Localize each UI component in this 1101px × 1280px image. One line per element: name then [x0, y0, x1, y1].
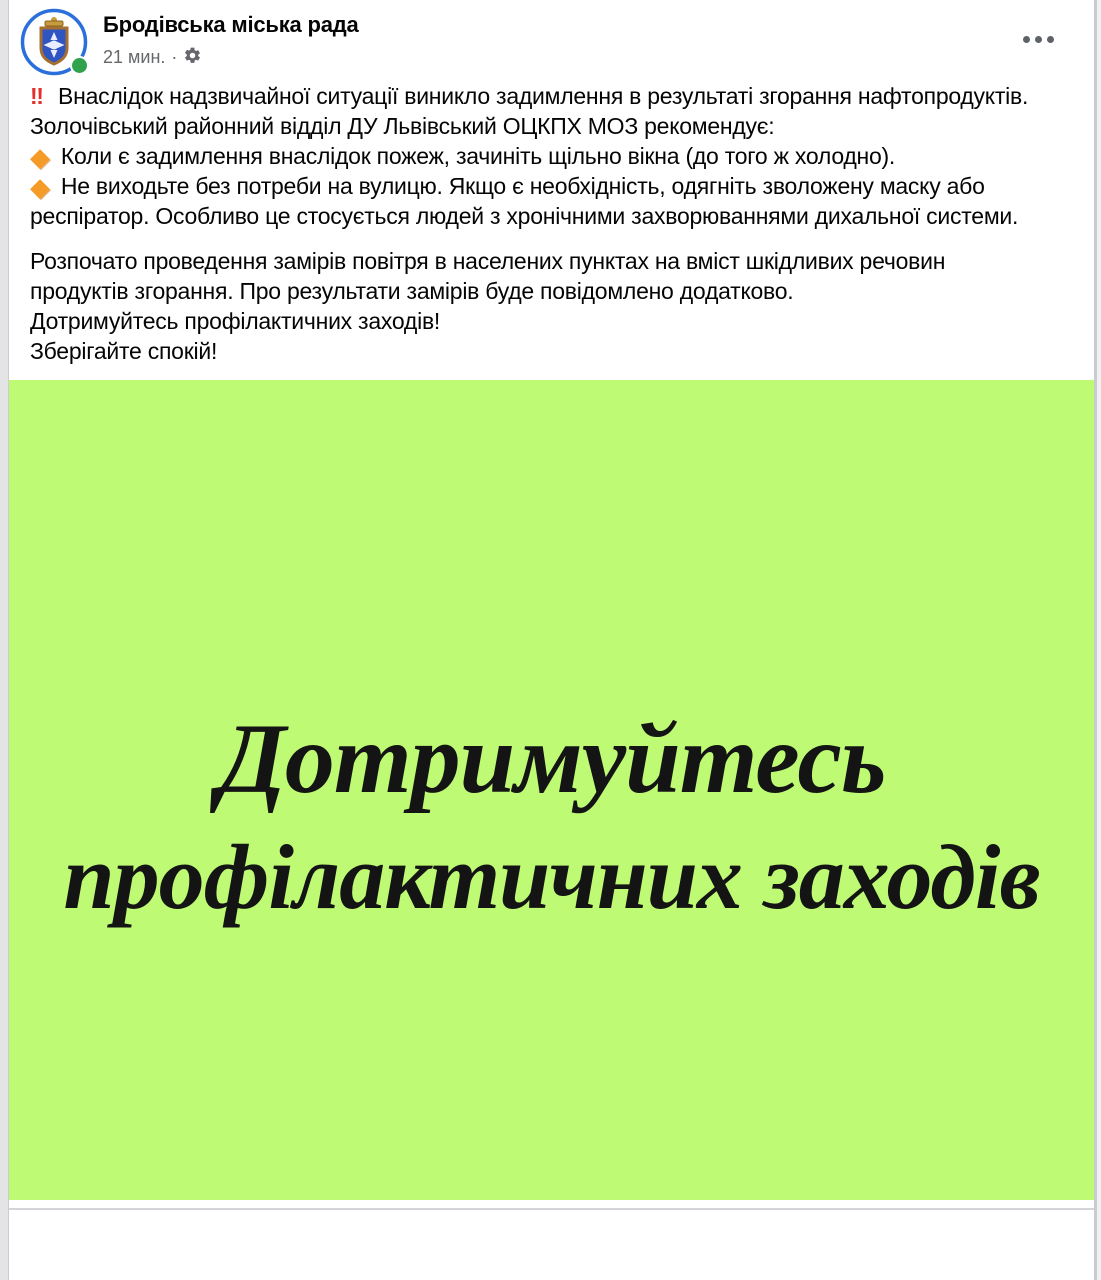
facebook-post-card: [9, 0, 1094, 1210]
post-line-text: Не виходьте без потреби на вулицю. Якщо є необхідність, одягніть зволожену маску або респіратор. Особливо це стосується людей з хронічними захворюваннями дихальної системи.: [30, 173, 1019, 229]
post-line-text: Коли є задимлення внаслідок пожеж, зачиніть щільно вікна (до того ж холодно).: [60, 143, 896, 169]
ellipsis-icon: [1035, 36, 1042, 43]
attached-image[interactable]: [9, 380, 1094, 1200]
post-text-line: [30, 171, 1035, 231]
image-caption-line2: профілактичних заходів: [63, 826, 1040, 928]
post-line-text: Золочівський районний відділ ДУ Львівський ОЦКПХ МОЗ рекомендує:: [30, 113, 775, 139]
post-line-text: Дотримуйтесь профілактичних заходів!: [30, 308, 441, 334]
post-text-line: [30, 81, 1035, 111]
post-text-line: [30, 111, 1035, 141]
header-info: [103, 8, 359, 70]
privacy-gear-icon[interactable]: [183, 46, 202, 70]
left-gutter: [0, 0, 9, 1280]
ellipsis-icon: [1047, 36, 1054, 43]
post-text-line: [30, 141, 1035, 171]
post-line-text: Внаслідок надзвичайної ситуації виникло задимлення в результаті згорання нафтопродуктів.: [58, 83, 1029, 109]
post-text-line: [30, 306, 1035, 336]
post-options-button[interactable]: [1017, 30, 1060, 49]
meta-separator: ·: [171, 46, 178, 67]
online-status-dot: [70, 56, 89, 75]
page-avatar[interactable]: [20, 8, 88, 76]
post-line-text: Розпочато проведення замірів повітря в населених пунктах на вміст шкідливих речовин продуктів згорання. Про результати замірів буде повідомлено додатково.: [30, 248, 946, 304]
ellipsis-icon: [1023, 36, 1030, 43]
orange-diamond-emoji: ◆: [30, 142, 50, 172]
scrollbar-track[interactable]: [1094, 0, 1101, 1280]
post-text-line: [30, 336, 1035, 366]
orange-diamond-emoji: ◆: [30, 172, 50, 202]
post-text-line: [30, 246, 1035, 306]
bottom-spacer: [9, 1200, 1094, 1208]
page-name-link[interactable]: Бродівська міська рада: [103, 12, 359, 37]
post-line-text: Зберігайте спокій!: [30, 338, 218, 364]
post-meta: [103, 44, 359, 70]
post-header: [9, 0, 1094, 78]
double-exclamation-emoji: ‼: [30, 83, 45, 109]
timestamp[interactable]: 21 мин.: [103, 46, 166, 67]
image-caption-line1: Дотримуйтесь: [217, 703, 886, 814]
divider: [9, 1208, 1094, 1210]
post-text: [9, 78, 1035, 366]
